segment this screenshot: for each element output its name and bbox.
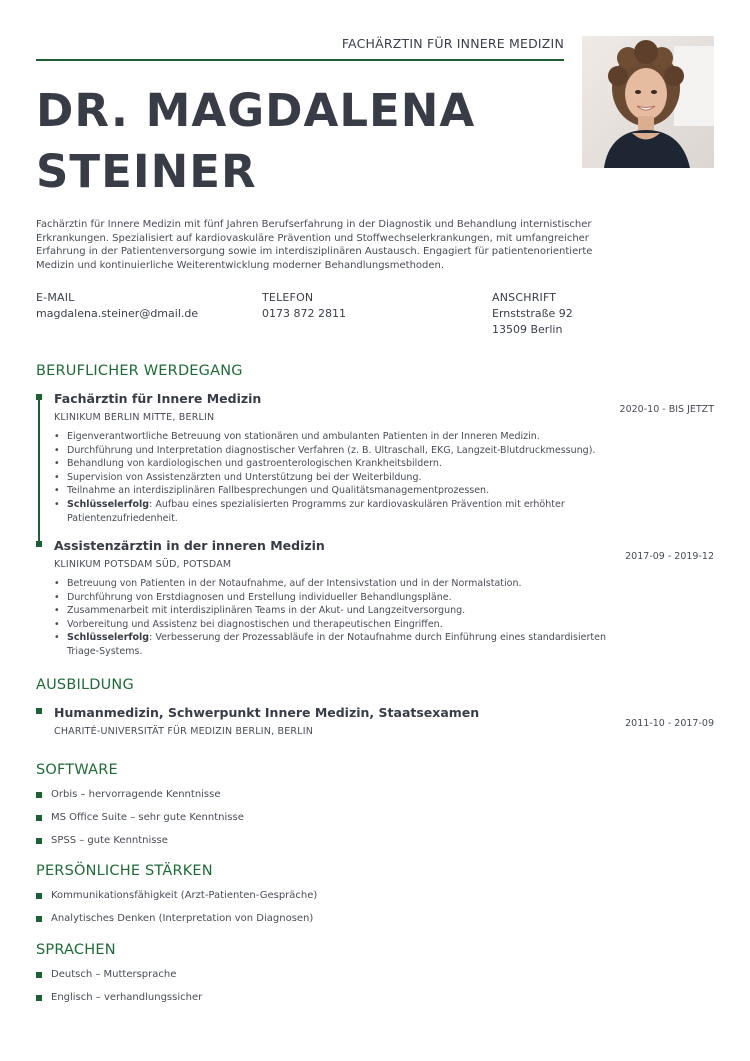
key-achievement-text: : Aufbau eines spezialisierten Programms zur kardiovaskulären Prävention mit erhöhter Patientenzufriedenheit. xyxy=(67,498,565,524)
key-achievement-text: : Verbesserung der Prozessabläufe in der Notaufnahme durch Einführung eines standardisierten Triage-Systems. xyxy=(67,632,606,657)
section-title-software: SOFTWARE xyxy=(36,762,118,778)
list-item: • Behandlung von kardiologischen und gastroenterologischen Krankheitsbildern. xyxy=(66,457,626,471)
key-achievement-label: Schlüsselerfolg xyxy=(67,632,150,644)
job-date: 2017-09 - 2019-12 xyxy=(625,551,714,562)
address-line-2: 13509 Berlin xyxy=(492,323,563,336)
header-divider xyxy=(36,59,564,61)
job-title: Fachärztin für Innere Medizin xyxy=(54,391,262,406)
job-entry-1 xyxy=(36,391,714,525)
section-title-experience: BERUFLICHER WERDEGANG xyxy=(36,363,243,379)
list-item: • Zusammenarbeit mit interdisziplinären Teams in der Akut- und Langzeitversorgung. xyxy=(66,604,626,618)
name-line-1: DR. MAGDALENA xyxy=(36,84,476,137)
timeline-line xyxy=(38,400,40,544)
section-title-education: AUSBILDUNG xyxy=(36,677,134,693)
section-title-languages: SPRACHEN xyxy=(36,942,116,958)
list-item: Kommunikationsfähigkeit (Arzt-Patienten-Gespräche) xyxy=(36,890,317,913)
list-item: Deutsch – Muttersprache xyxy=(36,969,202,992)
job-bullets xyxy=(66,577,626,659)
name-line-2: STEINER xyxy=(36,145,257,198)
software-list xyxy=(36,789,244,858)
email-label: E-MAIL xyxy=(36,291,75,304)
list-item: Orbis – hervorragende Kenntnisse xyxy=(36,789,244,812)
job-employer: KLINIKUM POTSDAM SÜD, POTSDAM xyxy=(54,559,232,570)
list-item: • Eigenverantwortliche Betreuung von stationären und ambulanten Patienten in der Inneren Medizin. xyxy=(66,430,626,444)
list-item: • Betreuung von Patienten in der Notaufnahme, auf der Intensivstation und in der Normalstation. xyxy=(66,577,626,591)
education-school: CHARITÉ-UNIVERSITÄT FÜR MEDIZIN BERLIN, BERLIN xyxy=(54,726,314,737)
list-item: SPSS – gute Kenntnisse xyxy=(36,835,244,858)
job-title: Assistenzärztin in der inneren Medizin xyxy=(54,538,325,553)
contact-email xyxy=(36,290,198,322)
candidate-name xyxy=(36,80,475,202)
list-item: • Vorbereitung und Assistenz bei diagnostischen und therapeutischen Eingriffen. xyxy=(66,618,626,632)
degree-title: Humanmedizin, Schwerpunkt Innere Medizin, Staatsexamen xyxy=(54,705,480,720)
email-value[interactable]: magdalena.steiner@dmail.de xyxy=(36,307,199,320)
profile-summary: Fachärztin für Innere Medizin mit fünf Jahren Berufserfahrung in der Diagnostik und Behandlung internistischer Erkrankungen. Spezialisiert auf kardiovaskuläre Prävention und Stoffwechselerkrankungen, mit umfangreicher Erfahrung in der Patientenversorgung sowie im interdisziplinären Austausch. Engagiert für patientenorientierte Medizin und kontinuierliche Weiterentwicklung moderner Behandlungsmethoden. xyxy=(36,219,593,271)
list-item: • Durchführung und Interpretation diagnostischer Verfahren (z. B. Ultraschall, EKG, Langzeit-Blutdruckmessung). xyxy=(66,444,626,458)
phone-label: TELEFON xyxy=(262,291,314,304)
job-subtitle: FACHÄRZTIN FÜR INNERE MEDIZIN xyxy=(341,36,564,51)
job-date: 2020-10 - BIS JETZT xyxy=(619,404,714,415)
section-title-strengths: PERSÖNLICHE STÄRKEN xyxy=(36,863,213,879)
list-item: MS Office Suite – sehr gute Kenntnisse xyxy=(36,812,244,835)
address-line-1: Ernststraße 92 xyxy=(492,307,573,320)
job-bullets xyxy=(66,430,626,525)
list-item-key-achievement xyxy=(66,631,626,658)
phone-value[interactable]: 0173 872 2811 xyxy=(262,307,346,320)
list-item: • Teilnahme an interdisziplinären Fallbesprechungen und Qualitätsmanagementprozessen. xyxy=(66,484,626,498)
list-item: Analytisches Denken (Interpretation von Diagnosen) xyxy=(36,913,317,936)
job-entry-2 xyxy=(36,538,714,659)
list-item: • Durchführung von Erstdiagnosen und Erstellung individueller Behandlungspläne. xyxy=(66,591,626,605)
portrait-photo xyxy=(582,36,714,168)
contact-address xyxy=(492,290,573,338)
education-date: 2011-10 - 2017-09 xyxy=(625,718,714,729)
list-item: • Supervision von Assistenzärzten und Unterstützung bei der Weiterbildung. xyxy=(66,471,626,485)
strengths-list xyxy=(36,890,317,936)
contact-phone xyxy=(262,290,346,322)
key-achievement-label: Schlüsselerfolg xyxy=(67,498,150,510)
education-entry xyxy=(36,705,714,737)
job-employer: KLINIKUM BERLIN MITTE, BERLIN xyxy=(54,412,215,423)
list-item: Englisch – verhandlungssicher xyxy=(36,992,202,1015)
timeline-marker xyxy=(36,541,42,547)
address-label: ANSCHRIFT xyxy=(492,291,557,304)
languages-list xyxy=(36,969,202,1015)
list-item-key-achievement xyxy=(66,498,626,525)
timeline-marker xyxy=(36,708,42,714)
